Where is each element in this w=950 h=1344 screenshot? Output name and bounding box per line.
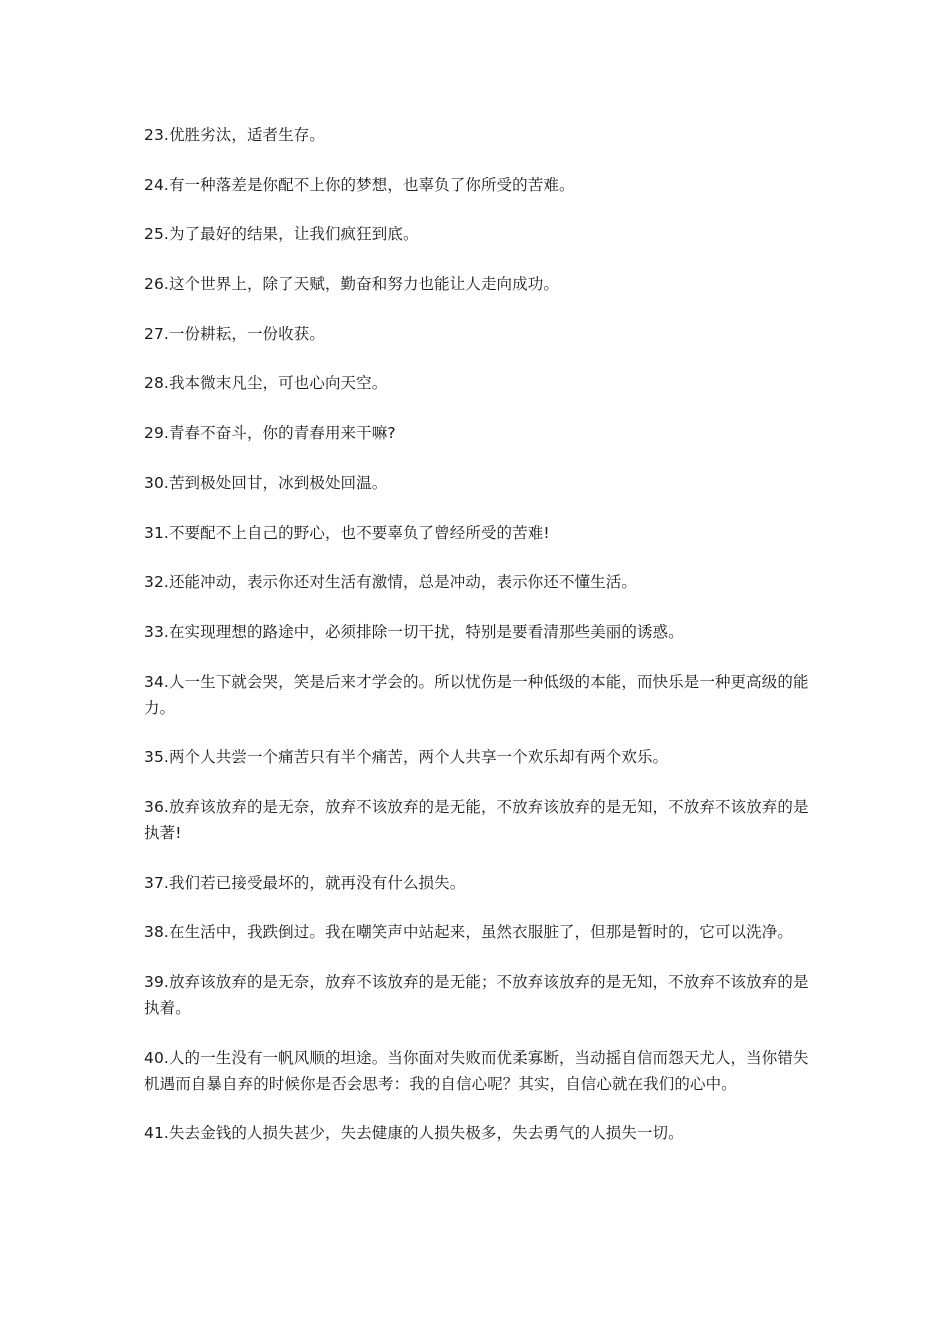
quote-paragraph-36: 36.放弃该放弃的是无奈，放弃不该放弃的是无能，不放弃该放弃的是无知，不放弃不该放弃的是执著! (144, 797, 809, 842)
quote-paragraph-34: 34.人一生下就会哭，笑是后来才学会的。所以忧伤是一种低级的本能，而快乐是一种更高级的能力。 (144, 672, 809, 717)
quote-paragraph-29: 29.青春不奋斗，你的青春用来干嘛? (144, 424, 396, 443)
quote-paragraph-33: 33.在实现理想的路途中，必须排除一切干扰，特别是要看清那些美丽的诱惑。 (144, 622, 684, 641)
quote-paragraph-26: 26.这个世界上，除了天赋，勤奋和努力也能让人走向成功。 (144, 275, 559, 294)
quote-paragraph-27: 27.一份耕耘，一份收获。 (144, 324, 325, 343)
document-body (144, 122, 810, 1170)
quote-paragraph-24: 24.有一种落差是你配不上你的梦想，也辜负了你所受的苦难。 (144, 175, 575, 194)
quote-paragraph-28: 28.我本微末凡尘，可也心向天空。 (144, 374, 388, 393)
quote-paragraph-38: 38.在生活中，我跌倒过。我在嘲笑声中站起来，虽然衣服脏了，但那是暂时的，它可以洗净。 (144, 923, 793, 942)
quote-paragraph-41: 41.失去金钱的人损失甚少，失去健康的人损失极多，失去勇气的人损失一切。 (144, 1124, 684, 1143)
quote-paragraph-40: 40.人的一生没有一帆风顺的坦途。当你面对失败而优柔寡断，当动摇自信而怨天尤人，当你错失机遇而自暴自弃的时候你是否会思考：我的自信心呢？其实，自信心就在我们的心中。 (144, 1048, 809, 1093)
quote-paragraph-25: 25.为了最好的结果，让我们疯狂到底。 (144, 225, 419, 244)
quote-paragraph-32: 32.还能冲动，表示你还对生活有激情，总是冲动，表示你还不懂生活。 (144, 573, 637, 592)
quote-paragraph-23: 23.优胜劣汰，适者生存。 (144, 126, 325, 144)
quote-paragraph-39: 39.放弃该放弃的是无奈，放弃不该放弃的是无能；不放弃该放弃的是无知，不放弃不该放弃的是执着。 (144, 973, 809, 1017)
quote-paragraph-37: 37.我们若已接受最坏的，就再没有什么损失。 (144, 873, 466, 892)
quote-paragraph-30: 30.苦到极处回甘，冰到极处回温。 (144, 473, 388, 492)
quote-paragraph-31: 31.不要配不上自己的野心，也不要辜负了曾经所受的苦难! (144, 523, 550, 542)
quote-paragraph-35: 35.两个人共尝一个痛苦只有半个痛苦，两个人共享一个欢乐却有两个欢乐。 (144, 748, 669, 767)
